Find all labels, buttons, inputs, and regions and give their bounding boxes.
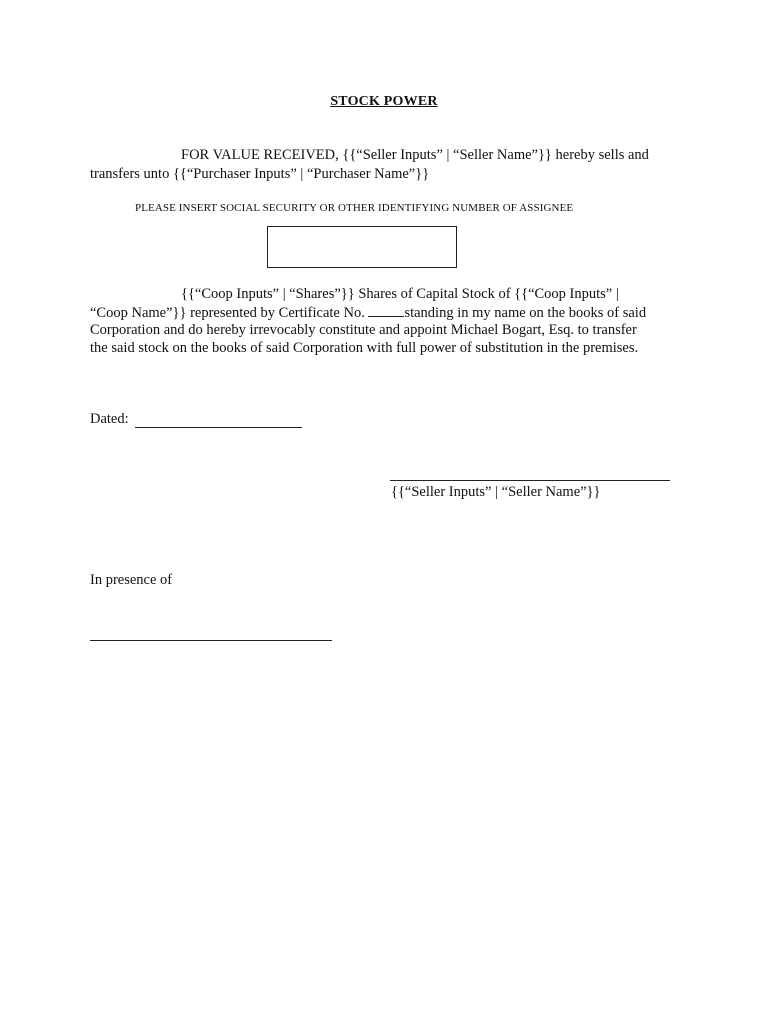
seller-name-placeholder: {{“Seller Inputs” | “Seller Name”}}: [391, 484, 601, 500]
ssn-label: PLEASE INSERT SOCIAL SECURITY OR OTHER IDENTIFYING NUMBER OF ASSIGNEE: [135, 202, 574, 214]
shares-line-1: {{“Coop Inputs” | “Shares”}} Shares of Capital Stock of {{“Coop Inputs” |: [181, 286, 619, 302]
presence-label: In presence of: [90, 572, 173, 588]
date-signature-line[interactable]: [135, 427, 302, 428]
dated-label: Dated:: [90, 411, 129, 427]
certificate-number-blank[interactable]: [368, 303, 404, 317]
shares-line-2-start: “Coop Name”}} represented by Certificate No.: [90, 305, 369, 321]
witness-signature-line[interactable]: [90, 640, 332, 641]
seller-signature-line[interactable]: [390, 480, 670, 481]
ssn-input-box[interactable]: [267, 226, 457, 268]
shares-line-2: [90, 303, 646, 322]
document-title: STOCK POWER: [330, 94, 438, 109]
shares-line-4: the said stock on the books of said Corporation with full power of substitution in the premises.: [90, 340, 639, 356]
shares-line-3: Corporation and do hereby irrevocably constitute and appoint Michael Bogart, Esq. to transfer: [90, 322, 637, 338]
value-received-line-1: FOR VALUE RECEIVED, {{“Seller Inputs” | “Seller Name”}} hereby sells and: [181, 147, 649, 163]
value-received-line-2: transfers unto {{“Purchaser Inputs” | “Purchaser Name”}}: [90, 166, 430, 182]
shares-line-2-end: standing in my name on the books of said: [404, 305, 647, 321]
